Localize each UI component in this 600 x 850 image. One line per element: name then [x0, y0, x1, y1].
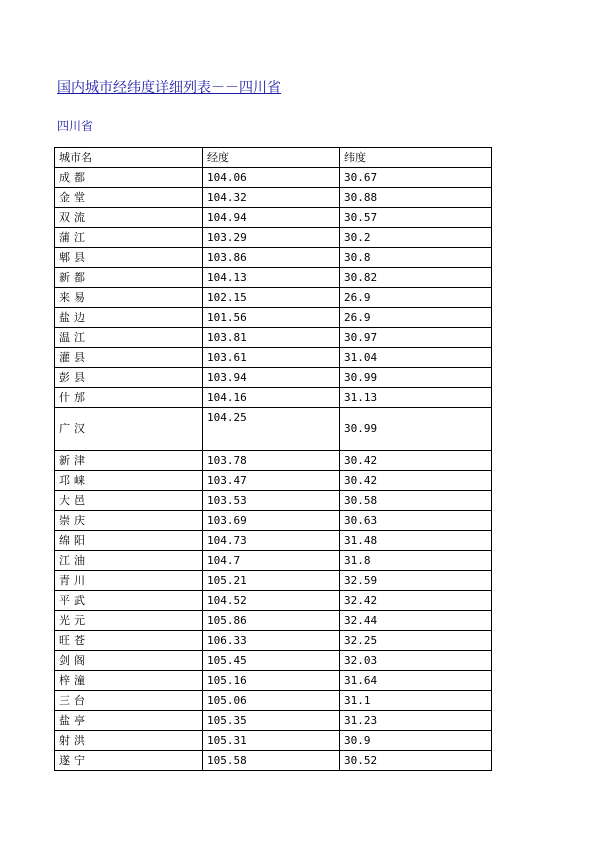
city-cell: 成都 [55, 168, 203, 188]
latitude-cell: 30.97 [340, 328, 492, 348]
city-cell: 双流 [55, 208, 203, 228]
latitude-cell: 32.25 [340, 631, 492, 651]
table-row [55, 551, 492, 571]
latitude-cell: 30.42 [340, 451, 492, 471]
longitude-cell: 104.73 [203, 531, 340, 551]
city-cell: 什邡 [55, 388, 203, 408]
longitude-cell: 103.86 [203, 248, 340, 268]
latitude-cell: 30.57 [340, 208, 492, 228]
longitude-cell: 103.69 [203, 511, 340, 531]
longitude-cell: 104.06 [203, 168, 340, 188]
latitude-cell: 30.58 [340, 491, 492, 511]
latitude-cell: 32.44 [340, 611, 492, 631]
table-row [55, 531, 492, 551]
latitude-cell: 30.2 [340, 228, 492, 248]
table-row [55, 288, 492, 308]
longitude-cell: 104.32 [203, 188, 340, 208]
city-cell: 崇庆 [55, 511, 203, 531]
table-row [55, 711, 492, 731]
city-cell: 遂宁 [55, 751, 203, 771]
table-row [55, 188, 492, 208]
coordinates-table [54, 147, 492, 771]
table-row [55, 228, 492, 248]
city-cell: 剑阁 [55, 651, 203, 671]
latitude-cell: 31.04 [340, 348, 492, 368]
longitude-cell: 105.06 [203, 691, 340, 711]
latitude-cell: 30.67 [340, 168, 492, 188]
city-cell: 三台 [55, 691, 203, 711]
longitude-cell: 103.47 [203, 471, 340, 491]
longitude-cell: 105.86 [203, 611, 340, 631]
latitude-cell: 26.9 [340, 288, 492, 308]
longitude-cell: 103.29 [203, 228, 340, 248]
table-row [55, 731, 492, 751]
latitude-cell: 32.42 [340, 591, 492, 611]
city-cell: 梓潼 [55, 671, 203, 691]
city-cell: 江油 [55, 551, 203, 571]
latitude-cell: 32.59 [340, 571, 492, 591]
city-cell: 盐边 [55, 308, 203, 328]
table-row [55, 651, 492, 671]
table-row [55, 168, 492, 188]
latitude-cell: 30.9 [340, 731, 492, 751]
table-row [55, 751, 492, 771]
longitude-cell: 104.13 [203, 268, 340, 288]
city-cell: 灌县 [55, 348, 203, 368]
header-city: 城市名 [55, 148, 203, 168]
longitude-cell: 105.31 [203, 731, 340, 751]
city-cell: 郫县 [55, 248, 203, 268]
city-cell: 盐亭 [55, 711, 203, 731]
latitude-cell: 30.88 [340, 188, 492, 208]
city-cell: 蒲江 [55, 228, 203, 248]
table-row [55, 591, 492, 611]
table-row [55, 248, 492, 268]
table-row [55, 491, 492, 511]
longitude-cell: 103.81 [203, 328, 340, 348]
longitude-cell: 101.56 [203, 308, 340, 328]
latitude-cell: 31.23 [340, 711, 492, 731]
latitude-cell: 30.42 [340, 471, 492, 491]
longitude-cell: 105.35 [203, 711, 340, 731]
table-row [55, 691, 492, 711]
longitude-cell: 105.45 [203, 651, 340, 671]
section-heading: 四川省 [57, 119, 94, 133]
city-cell: 温江 [55, 328, 203, 348]
latitude-cell: 30.82 [340, 268, 492, 288]
longitude-cell: 103.78 [203, 451, 340, 471]
latitude-cell: 31.13 [340, 388, 492, 408]
table-row [55, 408, 492, 451]
page-title-link[interactable]: 国内城市经纬度详细列表－－四川省 [57, 80, 281, 96]
city-cell: 射洪 [55, 731, 203, 751]
latitude-cell: 30.52 [340, 751, 492, 771]
longitude-cell: 104.16 [203, 388, 340, 408]
longitude-cell: 102.15 [203, 288, 340, 308]
table-row [55, 571, 492, 591]
latitude-cell: 31.64 [340, 671, 492, 691]
city-cell: 邛崃 [55, 471, 203, 491]
longitude-cell: 106.33 [203, 631, 340, 651]
header-latitude: 纬度 [340, 148, 492, 168]
table-row [55, 611, 492, 631]
city-cell: 旺苍 [55, 631, 203, 651]
longitude-cell: 103.94 [203, 368, 340, 388]
city-cell: 绵阳 [55, 531, 203, 551]
longitude-cell: 103.61 [203, 348, 340, 368]
longitude-cell: 103.53 [203, 491, 340, 511]
table-header-row [55, 148, 492, 168]
longitude-cell: 104.94 [203, 208, 340, 228]
longitude-cell: 105.16 [203, 671, 340, 691]
city-cell: 新津 [55, 451, 203, 471]
latitude-cell: 30.63 [340, 511, 492, 531]
city-cell: 广汉 [55, 408, 203, 451]
city-cell: 来易 [55, 288, 203, 308]
longitude-cell: 105.21 [203, 571, 340, 591]
latitude-cell: 32.03 [340, 651, 492, 671]
city-cell: 青川 [55, 571, 203, 591]
header-longitude: 经度 [203, 148, 340, 168]
latitude-cell: 30.99 [340, 408, 492, 451]
longitude-cell: 104.25 [203, 408, 340, 451]
latitude-cell: 31.8 [340, 551, 492, 571]
table-row [55, 208, 492, 228]
table-row [55, 308, 492, 328]
table-row [55, 348, 492, 368]
city-cell: 金堂 [55, 188, 203, 208]
table-row [55, 631, 492, 651]
table-row [55, 671, 492, 691]
table-row [55, 328, 492, 348]
latitude-cell: 31.48 [340, 531, 492, 551]
table-row [55, 368, 492, 388]
table-row [55, 511, 492, 531]
table-row [55, 268, 492, 288]
city-cell: 平武 [55, 591, 203, 611]
latitude-cell: 26.9 [340, 308, 492, 328]
latitude-cell: 30.99 [340, 368, 492, 388]
latitude-cell: 31.1 [340, 691, 492, 711]
table-row [55, 388, 492, 408]
latitude-cell: 30.8 [340, 248, 492, 268]
longitude-cell: 105.58 [203, 751, 340, 771]
longitude-cell: 104.7 [203, 551, 340, 571]
city-cell: 新都 [55, 268, 203, 288]
city-cell: 光元 [55, 611, 203, 631]
table-row [55, 471, 492, 491]
city-cell: 大邑 [55, 491, 203, 511]
city-cell: 彭县 [55, 368, 203, 388]
longitude-cell: 104.52 [203, 591, 340, 611]
table-row [55, 451, 492, 471]
